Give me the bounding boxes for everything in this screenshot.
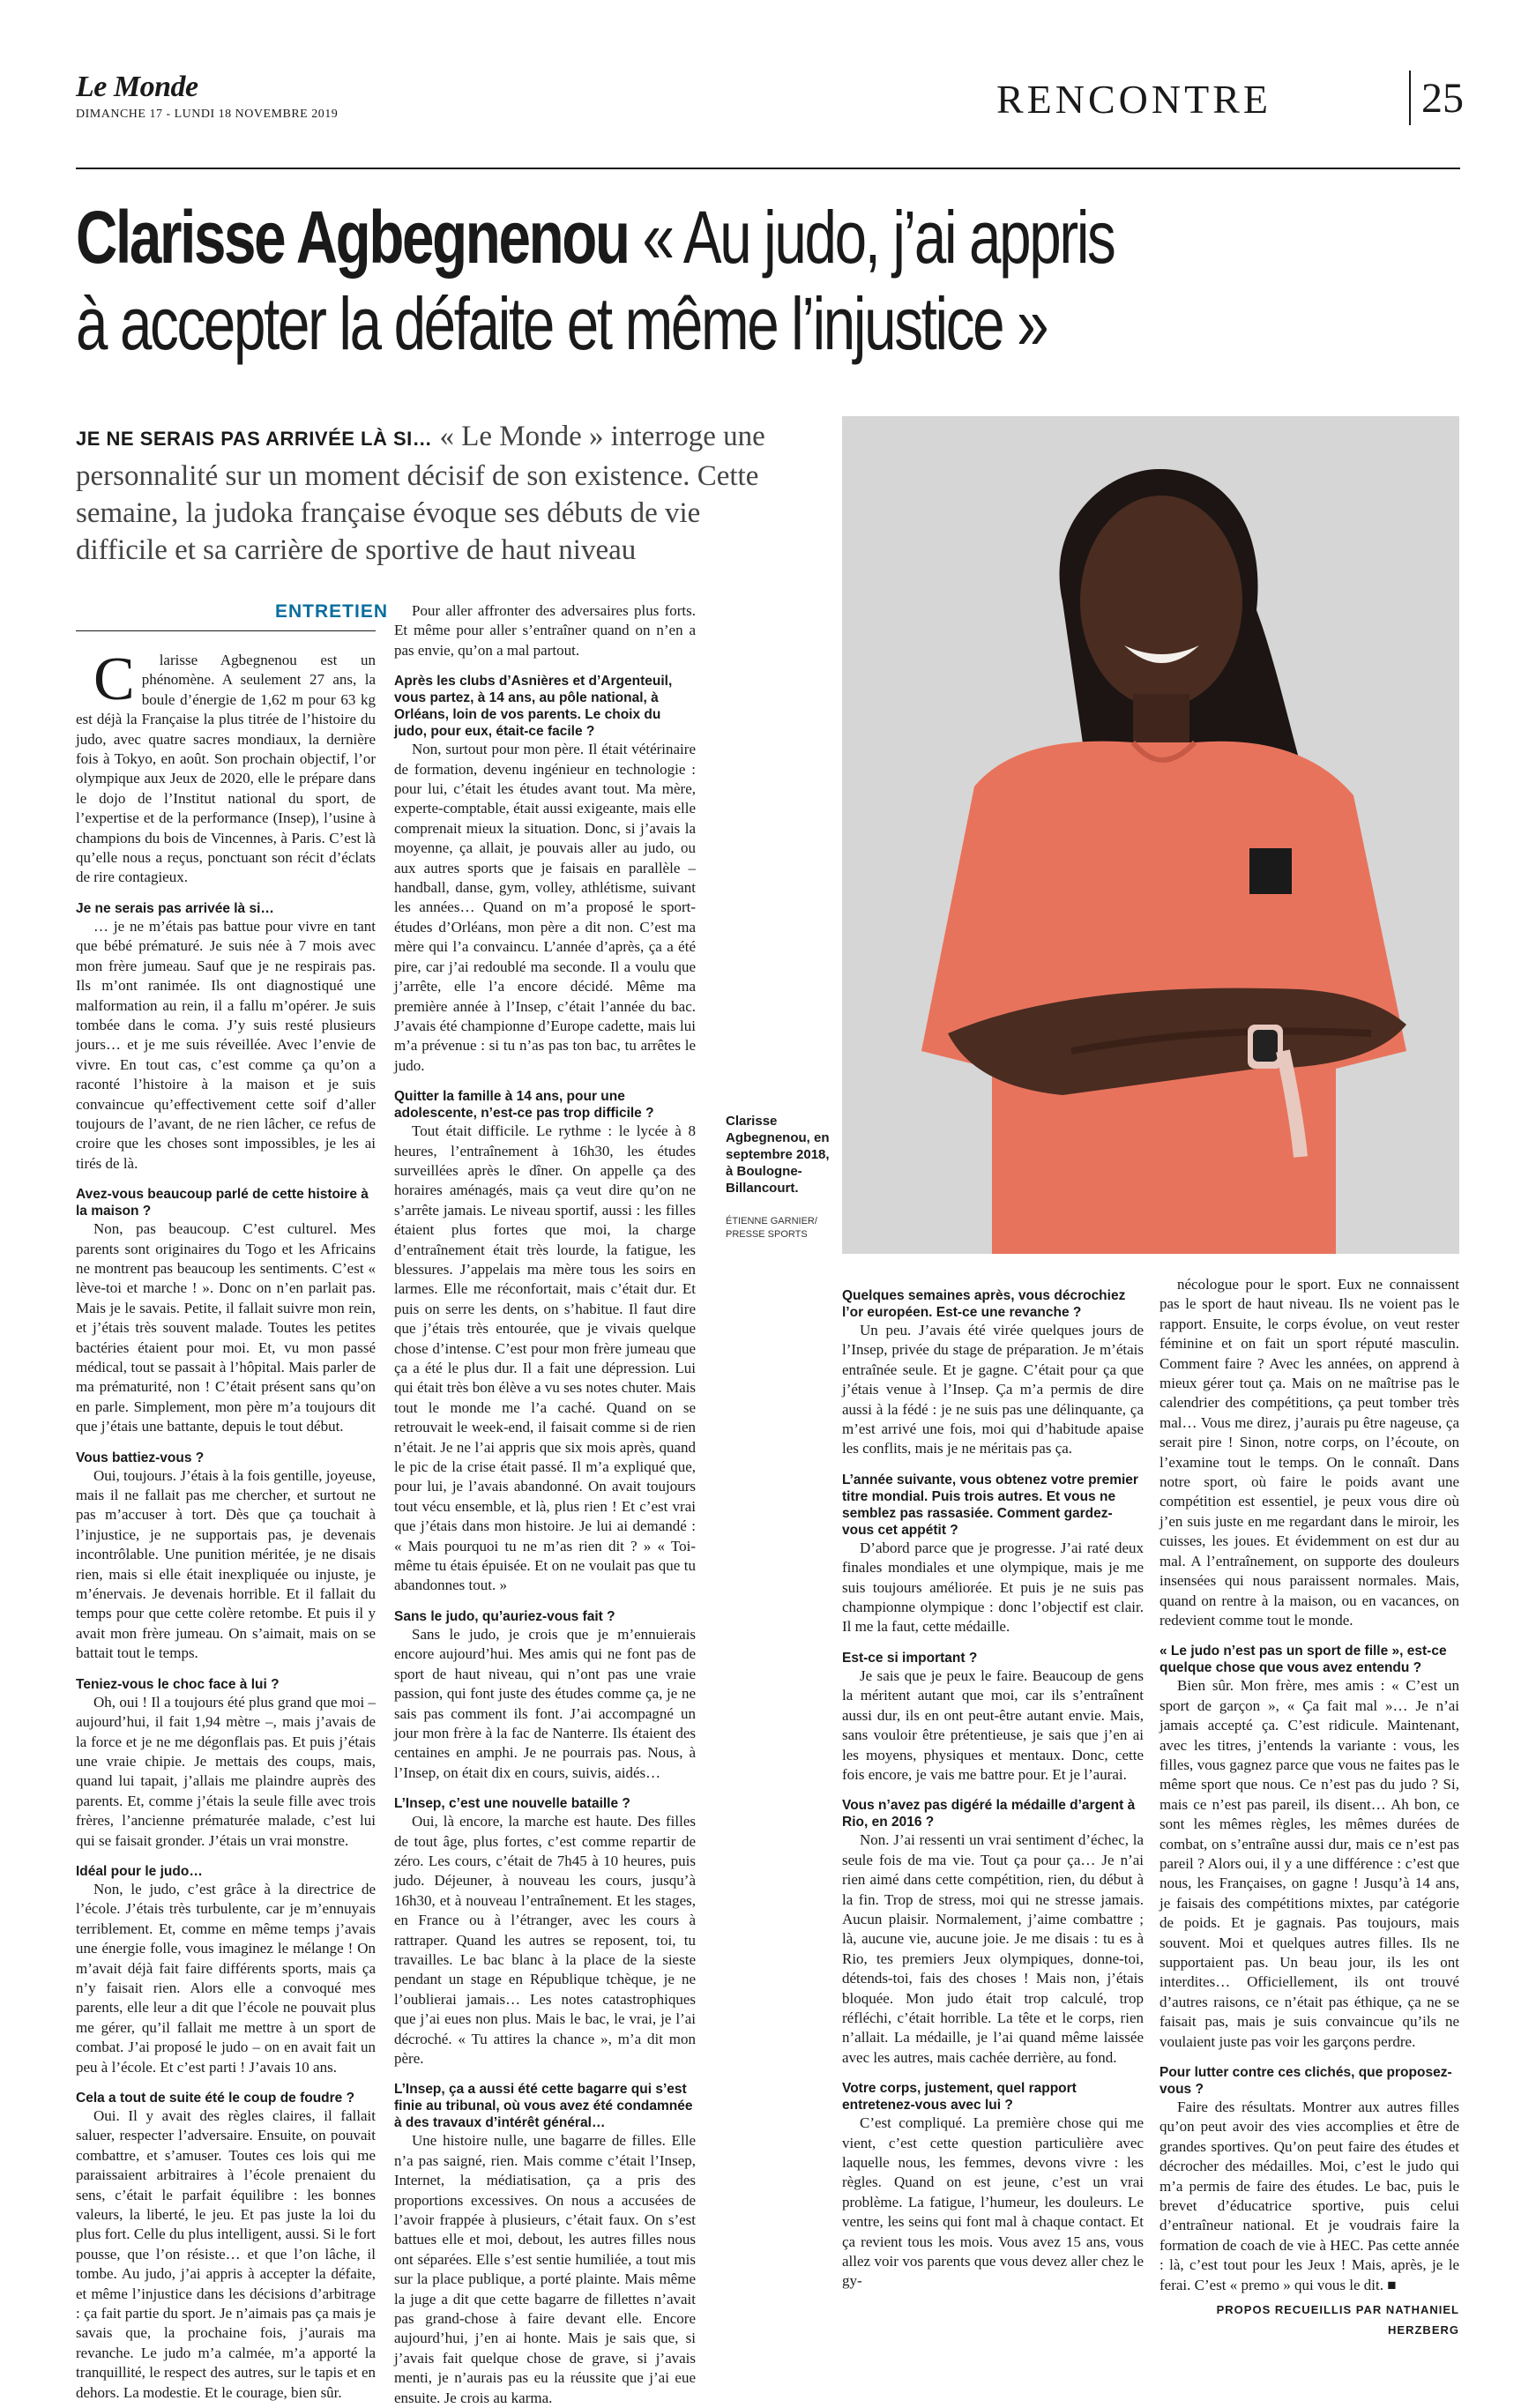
interview-question: L’Insep, ça a aussi été cette bagarre qui s’est finie au tribunal, où vous avez été condamnée à des travaux d’intérêt général… xyxy=(394,2082,693,2131)
column-3-qa xyxy=(842,1287,1144,2292)
standfirst-kicker: JE NE SERAIS PAS ARRIVÉE LÀ SI… xyxy=(76,428,433,450)
interview-question: L’Insep, c’est une nouvelle bataille ? xyxy=(394,1796,630,1812)
interview-question: Est-ce si important ? xyxy=(842,1650,978,1666)
interview-answer: D’abord parce que je progresse. J’ai raté deux finales mondiales et une olympique, mais je me suis toujours améliorée. Et puis je ne suis pas championne olympique : donc l’objectif est clair. Il me la faut, cette médaille. xyxy=(842,1539,1144,1636)
page-number: 25 xyxy=(1421,75,1464,122)
article-type-rule xyxy=(76,630,376,631)
drop-cap: C xyxy=(93,645,135,713)
standfirst xyxy=(76,418,799,569)
interview-question: Votre corps, justement, quel rapport entretenez-vous avec lui ? xyxy=(842,2081,1077,2114)
interview-answer: Non. J’ai ressenti un vrai sentiment d’échec, la seule fois de ma vie. Tout ça pour ça… Je n’ai rien aimé dans cette compétition, rien, du début à la fin. Trop de stress, moi qui ne stresse jamais. Aucun plaisir. Normalement, j’aime combattre ; là, aucune vie, aucune joie. Je me disais : tu es à Rio, tes premiers Jeux olympiques, donne-toi, détends-toi, fais des choses ! Mais non, j’étais bloquée. Mon judo était trop calculé, trop réfléchi, c’était horrible. La tête et le corps, rien n’allait. La médaille, je l’ai quand même laissée avec les autres, mais cachée derrière, au fond. xyxy=(842,1831,1144,2066)
interview-answer: … je ne m’étais pas battue pour vivre en tant que bébé prématuré. Je suis née à 7 mois avec mon frère jumeau. Sauf que je ne respirais pas. Ils m’ont ranimée. Ils ont diagnostiqué une malformation au rein, il a fallu m’opérer. Je suis tombée dans le coma. J’y suis resté plusieurs jours… et je me suis réveillée. Avec l’envie de vivre. En tout cas, c’est comme ça qu’on a raconté l’histoire à la maison et je suis convaincue qu’effectivement cette soif d’aller toujours de l’avant, de ne rien lâcher, ce refus de croire que les choses sont impossibles, je les ai tirés de là. xyxy=(76,917,376,1172)
header-rule xyxy=(76,168,1460,169)
issue-date: DIMANCHE 17 - LUNDI 18 NOVEMBRE 2019 xyxy=(76,108,339,121)
article-column-4 xyxy=(1159,1275,1459,2340)
intro-paragraph: C larisse Agbegnenou est un phénomène. A seulement 27 ans, la boule d’énergie de 1,62 m pour 63 kg est déjà la Française la plus titrée de l’histoire du judo, avec quatre sacres mondiaux, la dernière fois à Tokyo, en août. Son prochain objectif, l’or olympique aux Jeux de 2020, elle le prépare dans le dojo de l’Institut national du sport, de l’expertise et de la performance (Insep), l’usine à champions du bois de Vincennes, à Paris. C’est là qu’elle nous a reçus, ponctuant son récit d’éclats de rire contagieux. xyxy=(76,645,376,886)
interview-answer: C’est compliqué. La première chose qui me vient, c’est cette question particulière avec laquelle nous, les femmes, devons vivre : les règles. Quand on est jeune, c’est un vrai problème. La fatigue, l’humeur, les douleurs. Le ventre, les seins qui font mal à chaque contact. Et ça revient tous les mois. Vous avez 15 ans, vous allez voir vos parents que vous devez aller chez le gy- xyxy=(842,2114,1144,2290)
interview-answer: Une histoire nulle, une bagarre de filles. Elle n’a pas saigné, rien. Mais comme c’était l’Insep, Internet, la médiatisation, ça a pris des proportions excessives. On nous a accusées de l’avoir frappée à plusieurs, c’était faux. On s’est battues elle et moi, debout, les autres filles nous ont séparées. Elle s’est sentie humiliée, a tout mis sur la place publique, a porté plainte. Mais même la juge a dit que cette bagarre de fillettes n’avait pas grand-chose à faire devant elle. Encore aujourd’hui, j’en ai honte. Mais je sais que, si j’avais fait quelque chose de grave, si j’avais menti, je n’aurais pas eu la réussite que j’ai eue ensuite. Je crois au karma. xyxy=(394,2132,696,2406)
page-number-separator xyxy=(1409,71,1411,125)
interview-answer: Oui. Il y avait des règles claires, il fallait saluer, respecter l’adversaire. Ensuite, on pouvait combattre, et s’amuser. Toutes ces lois qui me paraissaient arbitraires à l’école prenaient du sens, c’était le parfait équilibre : les bonnes valeurs, la liberté, le jeu. Et pas juste la loi du plus fort. Celle du plus intelligent, aussi. Si le fort pousse, que l’on résiste… et que l’on lâche, il tombe. Au judo, j’ai appris à accepter la défaite, et même l’injustice dans les décisions d’arbitrage : ça fait partie du sport. Je n’aimais pas ça mais je savais que, la prochaine fois, j’aurais ma revanche. Le judo m’a calmée, m’a apporté la tranquillité, le respect des autres, sur le tapis et en dehors. La modestie. Et le courage, bien sûr. xyxy=(76,2107,376,2401)
interview-answer: Non, pas beaucoup. C’est culturel. Mes parents sont originaires du Togo et les Africains ne montrent pas beaucoup les sentiments. C’est « lève-toi et marche ! ». Donc on n’en parlait pas. Mais je le savais. Petite, il fallait suivre mon rein, et j’étais très souvent malade. Toutes les petites bactéries étaient pour moi. Et, vu mon passé médical, tout se passait à l’hôpital. Mais parler de ma prématurité, non ! C’était présent sans qu’on en parle. Simplement, mon père m’a toujours dit que j’étais une battante, depuis le tout début. xyxy=(76,1220,376,1435)
section-rubric: RENCONTRE xyxy=(996,77,1271,122)
interview-question: Vous n’avez pas digéré la médaille d’argent à Rio, en 2016 ? xyxy=(842,1798,1136,1830)
article-type-label: ENTRETIEN xyxy=(275,601,389,622)
interview-question: Vous battiez-vous ? xyxy=(76,1450,205,1465)
column-2-qa xyxy=(394,601,696,2408)
interview-question: Cela a tout de suite été le coup de foudre ? xyxy=(76,2091,355,2106)
column-1-qa xyxy=(76,900,376,2403)
newspaper-logo: Le Monde xyxy=(76,71,198,103)
interview-question: Je ne serais pas arrivée là si… xyxy=(76,900,274,916)
article-column-3 xyxy=(842,1275,1144,2292)
interview-answer: Sans le judo, je crois que je m’ennuierais encore aujourd’hui. Mes amis qui ne font pas de sport de haut niveau, qui n’ont pas une vraie passion, qui font juste des études comme ça, je ne sais pas comment ils font. J’ai accompagné un jour mon frère à la fac de Nanterre. Ils étaient des centaines en amphi. Je ne pourrais pas. Nous, à l’Insep, on était dix en cours, suivis, aidés… xyxy=(394,1625,696,1781)
interview-answer: Oh, oui ! Il a toujours été plus grand que moi – aujourd’hui, il fait 1,94 mètre –, mais j’avais de la force et je ne me dégonflais pas. Et puis j’étais une vraie chipie. Je mettais des coups, mais, quand lui tapait, j’allais me plaindre auprès des parents. Et, comme j’étais la seule fille avec trois frères, l’ancienne prématurée malade, c’est lui qui se faisait gronder. J’étais un vrai monstre. xyxy=(76,1693,376,1849)
headline-quote-line1: « Au judo, j’ai appris xyxy=(642,196,1115,279)
interview-answer: Non, le judo, c’est grâce à la directrice de l’école. J’étais très turbulente, car je m’ennuyais terriblement. Et, comme en même temps j’avais une énergie folle, vous imaginez le mélange ! On m’avait déjà fait faire différents sports, mais ça n’y faisait rien. Alors elle a convoqué mes parents, elle leur a dit que l’école ne pouvait plus me gérer, qu’il fallait me mettre à un sport de combat. J’ai proposé le judo – on en avait fait un peu à l’école. Et c’est parti ! J’avais 10 ans. xyxy=(76,1880,376,2076)
interview-question: Pour lutter contre ces clichés, que proposez-vous ? xyxy=(1159,2065,1452,2098)
interview-answer: Oui, toujours. J’étais à la fois gentille, joyeuse, mais il ne fallait pas me chercher, et surtout ne pas m’accuser à tort. Dès que ça touchait à l’injustice, je ne supportais pas, je devenais incontrôlable. Une punition méritée, je ne disais rien, mais si elle était inexpliquée ou injuste, je m’énervais. Je devenais horrible. Et il fallait du temps pour que cette colère retombe. Et puis il y avait mon frère jumeau. On s’aimait, mais on se battait tout le temps. xyxy=(76,1466,376,1662)
interview-answer: Oui, là encore, la marche est haute. Des filles de tout âge, plus fortes, c’est comme repartir de zéro. Les cours, c’était de 7h45 à 10 heures, puis judo. Déjeuner, à nouveau les cours, jusqu’à 16h30, et à nouveau l’entraînement. Et les stages, en France ou à l’étranger, avec les cours à rattraper. Quand les autres se reposent, toi, tu travailles. Le bac blanc à la place de la sieste pendant un stage en République tchèque, je ne l’oublierai jamais… Les notes catastrophiques que j’ai eues non plus. Mais le bac, le vrai, je l’ai décroché. « Tu attires la chance », m’a dit mon père. xyxy=(394,1813,696,2067)
interview-question: Teniez-vous le choc face à lui ? xyxy=(76,1676,280,1692)
article-column-1 xyxy=(76,645,376,2403)
interview-question: Idéal pour le judo… xyxy=(76,1863,203,1879)
headline xyxy=(76,194,1451,367)
interview-answer: Faire des résultats. Montrer aux autres filles qu’on peut avoir des vies accomplies et être de grandes sportives. Qu’on peut faire des études et décrocher des médailles. Moi, c’est le judo qui m’a permis de faire des études. Le bac, puis le brevet d’éducatrice sportive, puis celui d’entraîneur national. Et je voudrais faire la formation de coach de vie à HEC. Pas cette année : là, c’est tout pour les Jeux ! Mais, après, je le ferai. C’est « premo » qui vous le dit. ■ xyxy=(1159,2099,1459,2293)
interview-answer: Un peu. J’avais été virée quelques jours de l’Insep, privée du stage de préparation. Je m’étais entraînée seule. Et je gagne. C’était pour ça que j’étais venue à l’Insep. Ça m’a permis de dire aussi à la fédé : je ne suis pas une délinquante, ça m’est arrivé une fois, moi qui d’habitude apaise les conflits, mais je ne méritais pas ça. xyxy=(842,1322,1144,1457)
interview-question: Avez-vous beaucoup parlé de cette histoire à la maison ? xyxy=(76,1187,369,1219)
interview-question: Après les clubs d’Asnières et d’Argenteuil, vous partez, à 14 ans, au pôle national, à Orléans, loin de vos parents. Le choix du judo, pour eux, était-ce facile ? xyxy=(394,674,673,740)
interview-question: Sans le judo, qu’auriez-vous fait ? xyxy=(394,1608,615,1624)
column-4-qa xyxy=(1159,1275,1459,2295)
interview-question: Quelques semaines après, vous décrochiez l’or européen. Est-ce une revanche ? xyxy=(842,1288,1126,1320)
author-signature: PROPOS RECUEILLIS PAR NATHANIEL HERZBERG xyxy=(1216,2303,1459,2337)
interview-answer: Non, surtout pour mon père. Il était vétérinaire de formation, devenu ingénieur en technologie : pour lui, c’était les études avant tout. Ma mère, experte-comptable, était aussi exigeante, mais elle comprenait mieux la situation. Donc, si j’avais la moyenne, ça allait, je pouvais aller au judo, ou aux autres sports que je faisais en parallèle – handball, danse, gym, volley, athlétisme, suivant les années… Quand on m’a proposé le sport-études d’Orléans, mon père a dit non. C’est ma mère qui l’a convaincu. L’année d’après, ça a été pire, car j’ai redoublé ma seconde. Il a voulu que j’arrête, elle l’a encore décidé. Même ma première année à l’Insep, c’était l’année du bac. J’avais été championne d’Europe cadette, mais lui m’a prévenue : si tu n’as pas ton bac, tu arrêtes le judo. xyxy=(394,741,696,1074)
photo-caption: Clarisse Agbegnenou, en septembre 2018, à Boulogne-Billancourt. xyxy=(726,1114,830,1196)
interview-answer: Bien sûr. Mon frère, mes amis : « C’est un sport de garçon », « Ça fait mal »… Je n’ai jamais accepté ça. C’est ridicule. Maintenant, avec les titres, j’entends la variante : vous, les filles, vous gagnez parce que vous ne faites pas le même sport que nous. Ce n’est pas du judo ? Si, mais ce n’est pas pareil, ils disent… Ah bon, ce sont les mêmes règles, les mêmes durées de combat, on s’entraîne aussi dur, mais ce n’est pas pareil ? Alors oui, il y a une différence : c’est que nous, les Françaises, on gagne ! Jusqu’à 14 ans, je faisais des compétitions mixtes, par catégorie de poids. Et je gagnais. Pas toujours, mais souvent. Moi et quelques autres filles. Ils ne supportaient pas. Un beau jour, ils les ont interdites… Officiellement, ils ont trouvé d’autres raisons, ce n’était pas éthique, ça ne se faisait pas, mais je suis convaincue qu’ils ne voulaient juste pas voir les garçons perdre. xyxy=(1159,1677,1459,2050)
portrait-illustration xyxy=(842,416,1459,1254)
headline-name: Clarisse Agbegnenou xyxy=(76,196,629,279)
interview-question: « Le judo n’est pas un sport de fille », est-ce quelque chose que vous avez entendu ? xyxy=(1159,1644,1447,1676)
interview-answer: nécologue pour le sport. Eux ne connaissent pas le sport de haut niveau. Ils ne voient pas le rapport. Ensuite, le corps évolue, on veut rester féminine et on fait un sport réputé masculin. Comment faire ? Avec les années, on apprend à mieux gérer tout ça. Mais on ne maîtrise pas le calendrier des compétitions, ça peut tomber très mal… Vous me direz, j’aurais pu être nageuse, ça serait pire ! Sinon, notre corps, on l’écoute, on l’examine tout le temps. On le connaît. Dans notre sport, où faire le poids avant une compétition est essentiel, je peux vous dire où j’en suis juste en me regardant dans le miroir, les cuisses, les joues. Et évidemment on est dur au mal. A l’entraînement, on supporte des douleurs insensées qui nous paraissent normales. Mais, quand on rentre à la maison, ou en vacances, on redevient comme tout le monde. xyxy=(1159,1276,1459,1629)
portrait-photo xyxy=(842,416,1459,1254)
interview-question: Quitter la famille à 14 ans, pour une adolescente, n’est-ce pas trop difficile ? xyxy=(394,1089,654,1122)
interview-answer: Je sais que je peux le faire. Beaucoup de gens la méritent autant que moi, car ils s’entraînent aussi dur, ils en ont peut-être autant envie. Mais, sans vouloir être prétentieuse, je sais que j’en ai les moyens, physiques et mentaux. Donc, cette fois encore, je vais me battre pour. Et je l’aurai. xyxy=(842,1666,1144,1783)
standfirst-text: « Le Monde » interroge une personnalité sur un moment décisif de son existence. Cette semaine, la judoka française évoque ses débuts de vie difficile et sa carrière de sportive de haut niveau xyxy=(76,421,765,566)
interview-answer: Pour aller affronter des adversaires plus forts. Et même pour aller s’entraîner quand on n’en a pas envie, qu’on a mal partout. xyxy=(394,602,696,659)
interview-question: L’année suivante, vous obtenez votre premier titre mondial. Puis trois autres. Et vous ne semblez pas rassasiée. Comment gardez-vous cet appétit ? xyxy=(842,1472,1138,1538)
article-column-2 xyxy=(394,601,696,2408)
interview-answer: Tout était difficile. Le rythme : le lycée à 8 heures, l’entraînement à 16h30, les études surveillées après le dîner. On appelle ça des horaires aménagés, mais ça veut dire qu’on ne s’arrête jamais. Le niveau sportif, aussi : les filles étaient plus fortes que moi, la charge d’entraînement était très lourde, la fatigue, les blessures. J’appelais ma mère tous les soirs en larmes. Elle me réconfortait, mais c’était dur. Et puis on serre les dents, on s’habitue. Il faut dire que j’étais très entourée, que je vivais quelque chose d’intense. C’est pour mon frère jumeau que ça a été le plus dur. Il a fait une dépression. Lui qui était très bon élève a vu ses notes chuter. Mais tout le monde me l’a caché. Quand on se retrouvait le week-end, il faisait comme si de rien n’était. Je ne l’ai appris que six mois après, quand le pic de la crise était passé. Il m’a expliqué que, pour lui, je l’avais abandonné. On avait toujours tout vécu ensemble, et là, plus rien ! Et c’est vrai que j’étais dans mon histoire. Je lui ai demandé : « Mais pourquoi tu ne m’as rien dit ? » « Toi-même tu étais épuisée. Et on ne voulait pas que tu abandonnes tout. » xyxy=(394,1122,696,1594)
photo-credit: ÉTIENNE GARNIER/ PRESSE SPORTS xyxy=(726,1216,817,1240)
headline-quote-line2: à accepter la défaite et même l’injustice » xyxy=(76,282,1048,365)
